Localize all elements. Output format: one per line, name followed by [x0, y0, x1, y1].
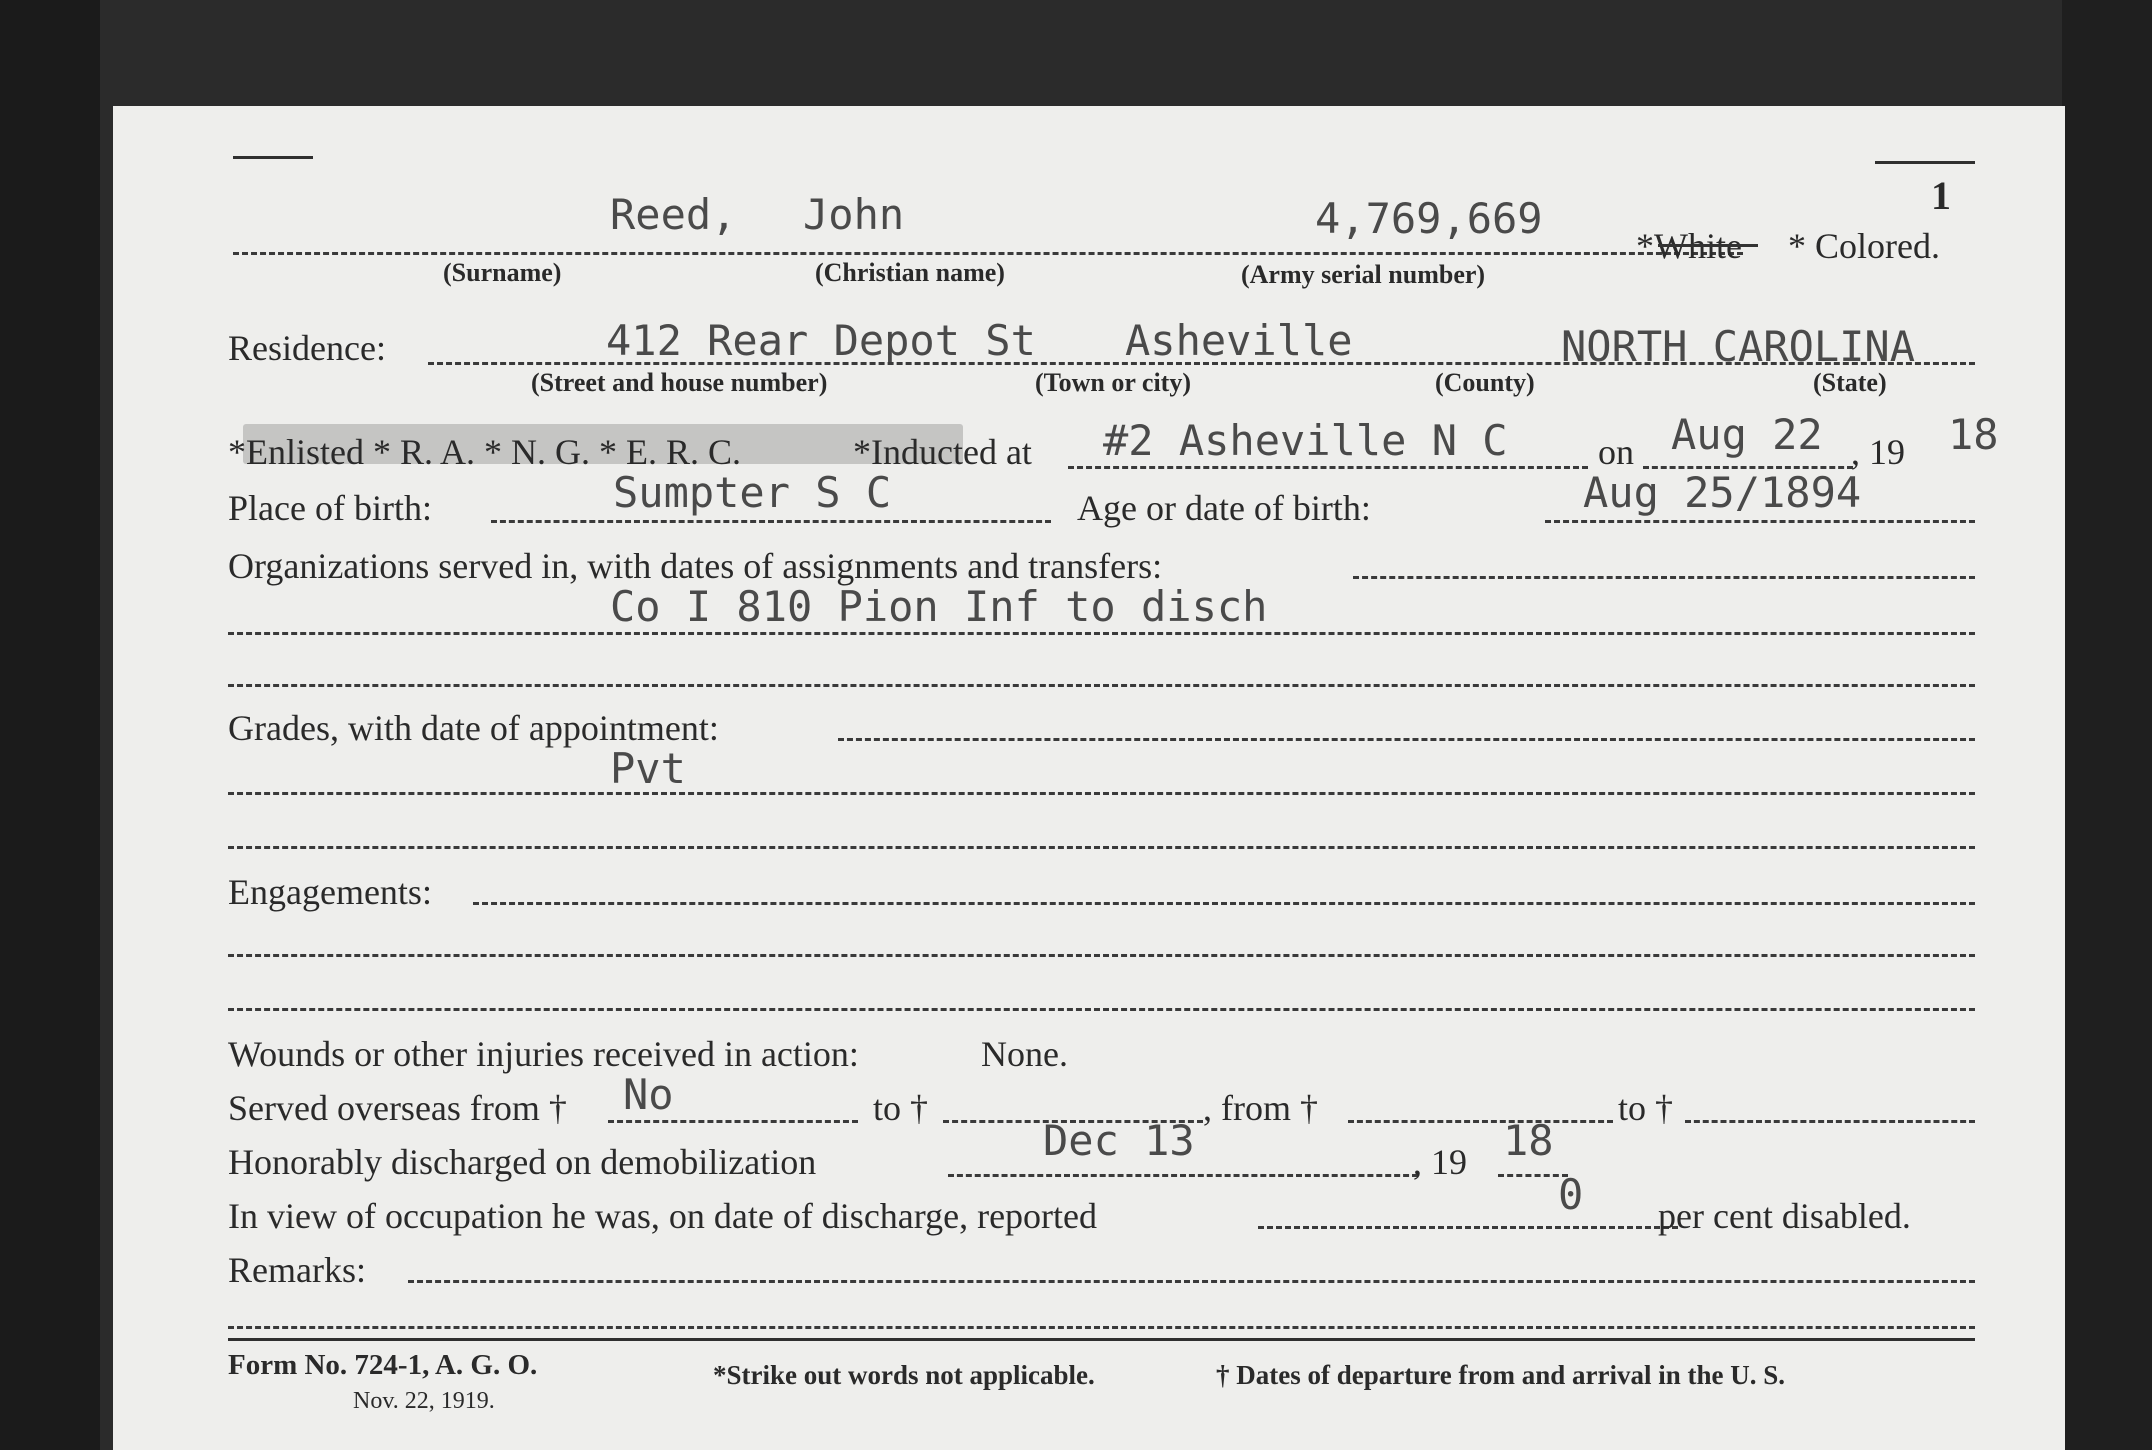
overseas-to2-label: to † — [1618, 1088, 1674, 1128]
inducted-label: *Inducted at — [853, 432, 1032, 472]
race-colored: * Colored. — [1788, 226, 1940, 266]
organizations-label: Organizations served in, with dates of assignments and transfers: — [228, 546, 1163, 586]
overseas-from2-line — [1348, 1120, 1613, 1123]
scan-border-left — [0, 0, 100, 1450]
overseas-from2-label: , from † — [1203, 1088, 1318, 1128]
wounds-label: Wounds or other injuries received in action: — [228, 1034, 859, 1074]
form-date: Nov. 22, 1919. — [353, 1388, 495, 1414]
engagements-label: Engagements: — [228, 872, 432, 912]
grades-line-2 — [228, 846, 1975, 849]
discharge-date-line — [948, 1174, 1418, 1177]
top-left-rule — [233, 156, 313, 159]
grades-label: Grades, with date of appointment: — [228, 708, 719, 748]
overseas-to2-line — [1685, 1120, 1975, 1123]
card-number: 1 — [1931, 173, 1951, 218]
birth-date-label: Age or date of birth: — [1077, 488, 1371, 528]
organizations-line-2 — [228, 684, 1975, 687]
engagements-line-2 — [228, 1008, 1975, 1011]
race-white-strike — [1658, 244, 1758, 247]
grades-line-0 — [838, 738, 1975, 741]
serial-number-value: 4,769,669 — [1315, 194, 1543, 243]
overseas-label: Served overseas from † — [228, 1088, 567, 1128]
caption-town: (Town or city) — [1035, 368, 1191, 397]
form-number: Form No. 724-1, A. G. O. — [228, 1349, 538, 1381]
scan-border-right — [2062, 0, 2152, 1450]
discharge-year: 18 — [1503, 1116, 1554, 1165]
caption-christian-name: (Christian name) — [815, 258, 1005, 287]
inducted-date: Aug 22 — [1671, 410, 1823, 459]
grades-value: Pvt — [610, 744, 686, 793]
enlisted-options: *Enlisted * R. A. * N. G. * E. R. C. — [228, 432, 742, 472]
organizations-line-1 — [228, 632, 1975, 635]
surname-value: Reed, — [610, 190, 737, 239]
birth-place-label: Place of birth: — [228, 488, 432, 528]
footnote-dates: † Dates of departure from and arrival in the U. S. — [1216, 1360, 1785, 1390]
discharge-date: Dec 13 — [1043, 1116, 1195, 1165]
organizations-value: Co I 810 Pion Inf to disch — [610, 582, 1268, 631]
remarks-label: Remarks: — [228, 1250, 366, 1290]
residence-state: NORTH CAROLINA — [1561, 322, 1916, 371]
residence-label: Residence: — [228, 328, 386, 368]
birth-date-line — [1545, 520, 1975, 523]
residence-town: Asheville — [1125, 316, 1353, 365]
birth-place-value: Sumpter S C — [613, 468, 892, 517]
inducted-year-prefix: , 19 — [1851, 432, 1905, 472]
remarks-line-0 — [408, 1280, 1975, 1283]
disability-suffix: per cent disabled. — [1658, 1196, 1911, 1236]
inducted-at-value: #2 Asheville N C — [1103, 416, 1508, 465]
name-line — [233, 252, 1743, 255]
residence-street: 412 Rear Depot St — [606, 316, 1036, 365]
caption-surname: (Surname) — [443, 258, 562, 287]
birth-place-line — [491, 520, 1051, 523]
remarks-line-1 — [228, 1326, 1975, 1329]
discharge-year-prefix: , 19 — [1413, 1142, 1467, 1182]
top-right-rule — [1875, 161, 1975, 164]
discharge-label: Honorably discharged on demobilization — [228, 1142, 817, 1182]
grades-line-1 — [228, 792, 1975, 795]
caption-state: (State) — [1813, 368, 1887, 397]
disability-line — [1258, 1226, 1678, 1229]
caption-serial: (Army serial number) — [1241, 260, 1486, 289]
footnote-strike-out: *Strike out words not applicable. — [713, 1360, 1095, 1390]
birth-date-value: Aug 25/1894 — [1583, 468, 1862, 517]
on-label: on — [1598, 432, 1634, 472]
footer-rule — [228, 1338, 1975, 1341]
wounds-value: None. — [981, 1034, 1068, 1074]
caption-county: (County) — [1435, 368, 1535, 397]
overseas-to-label: to † — [873, 1088, 929, 1128]
inducted-year: 18 — [1948, 410, 1999, 459]
service-record-card — [113, 106, 2065, 1450]
race-white: *White — [1636, 226, 1742, 266]
disability-label: In view of occupation he was, on date of discharge, reported — [228, 1196, 1098, 1236]
disability-value: 0 — [1558, 1170, 1584, 1219]
inducted-at-line — [1068, 466, 1588, 469]
christian-name-value: John — [803, 190, 905, 239]
caption-street: (Street and house number) — [531, 368, 828, 397]
engagements-line-1 — [228, 954, 1975, 957]
overseas-from-line — [608, 1120, 858, 1123]
overseas-from-value: No — [623, 1070, 674, 1119]
residence-line — [428, 362, 1975, 365]
engagements-line-0 — [473, 902, 1975, 905]
organizations-line-0 — [1353, 576, 1975, 579]
